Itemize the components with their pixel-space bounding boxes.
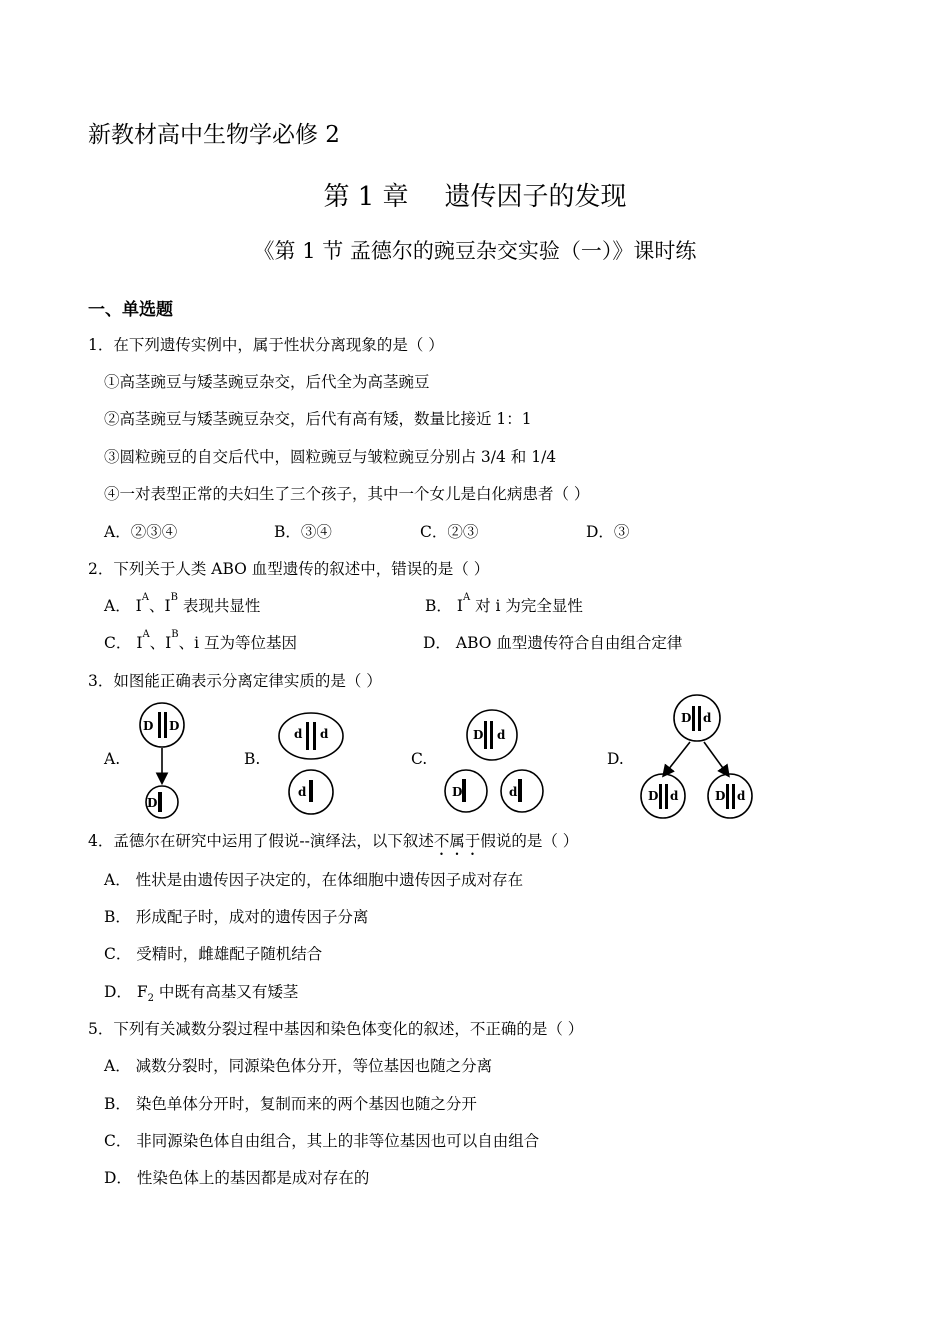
fig-a-label-bottom: D [147, 796, 158, 810]
fig-b-label-left: d [294, 727, 303, 741]
fig-a-label-right: D [169, 719, 180, 733]
q1-item-4: ④一对表型正常的夫妇生了三个孩子，其中一个女儿是白化病患者（ ） [104, 485, 590, 503]
q5-stem: 5．下列有关减数分裂过程中基因和染色体变化的叙述，不正确的是（ ） [88, 1020, 584, 1038]
fig-c-label-left: D [473, 728, 484, 742]
fig-b-label-bottom: d [298, 785, 307, 799]
fig-d-label-br-right: d [737, 789, 746, 803]
q4-stem: 4．孟德尔在研究中运用了假说--演绎法，以下叙述不属于假说的是（ ） [88, 832, 579, 850]
fig-c-label-bottom-right: d [509, 785, 518, 799]
q4-option-a: A． 性状是由遗传因子决定的，在体细胞中遗传因子成对存在 [104, 871, 524, 889]
section-title: 《第 1 节 孟德尔的豌豆杂交实验（一）》课时练 [253, 239, 697, 263]
q2-option-b: B． $I^A$ 对 i 为完全显性 [425, 592, 583, 615]
fig-c-label-bottom-left: D [452, 785, 463, 799]
q1-stem: 1．在下列遗传实例中，属于性状分离现象的是（ ） [88, 336, 444, 354]
q4-option-b: B． 形成配子时，成对的遗传因子分离 [104, 908, 369, 926]
q1-item-3: ③圆粒豌豆的自交后代中，圆粒豌豆与皱粒豌豆分别占 3/4 和 1/4 [104, 448, 557, 466]
q2-option-d: D． ABO 血型遗传符合自由组合定律 [423, 634, 683, 652]
fig-d-label-bl-right: d [670, 789, 679, 803]
q4-option-d: D． $F_2$ 中既有高基又有矮茎 [104, 983, 299, 1005]
fig-d-label-bl-left: D [648, 789, 659, 803]
q3-label-b: B. [244, 750, 261, 768]
q5-option-b: B． 染色单体分开时，复制而来的两个基因也随之分开 [104, 1095, 477, 1113]
fig-c-label-right: d [497, 728, 506, 742]
fig-d-label-right: d [703, 711, 712, 725]
fig-d-label-br-left: D [715, 789, 726, 803]
q1-item-2: ②高茎豌豆与矮茎豌豆杂交，后代有高有矮，数量比接近 1：1 [104, 410, 532, 428]
q3-label-c: C. [411, 750, 428, 768]
fig-b-label-right: d [320, 727, 329, 741]
q3-label-a: A. [104, 750, 121, 768]
fig-a-label-left: D [143, 719, 154, 733]
part-title: 一、单选题 [88, 300, 173, 320]
q5-option-a: A． 减数分裂时，同源染色体分开，等位基因也随之分离 [104, 1057, 493, 1075]
chapter-number: 第 1 章 [323, 182, 409, 212]
q1-option-b: B．③④ [274, 523, 332, 541]
chapter-title: 遗传因子的发现 [444, 182, 627, 212]
q5-option-c: C． 非同源染色体自由组合，其上的非等位基因也可以自由组合 [104, 1132, 540, 1150]
q5-option-d: D． 性染色体上的基因都是成对存在的 [104, 1169, 370, 1187]
q2-option-a: A． $I^A$、$I^B$ 表现共显性 [104, 592, 261, 615]
q3-label-d: D. [607, 750, 624, 768]
q2-stem: 2．下列关于人类 ABO 血型遗传的叙述中，错误的是（ ） [88, 560, 490, 578]
q1-item-1: ①高茎豌豆与矮茎豌豆杂交，后代全为高茎豌豆 [104, 373, 430, 391]
q1-option-c: C．②③ [420, 523, 479, 541]
book-title: 新教材高中生物学必修 2 [88, 122, 340, 148]
q1-option-a: A．②③④ [104, 523, 178, 541]
q1-option-d: D．③ [586, 523, 630, 541]
q3-stem: 3．如图能正确表示分离定律实质的是（ ） [88, 672, 382, 690]
q4-emphasis: 不属于 [433, 832, 481, 850]
fig-d-label-left: D [681, 711, 692, 725]
q2-option-c: C． $I^A$、$I^B$、i 互为等位基因 [104, 629, 298, 652]
q4-option-c: C． 受精时，雌雄配子随机结合 [104, 945, 323, 963]
